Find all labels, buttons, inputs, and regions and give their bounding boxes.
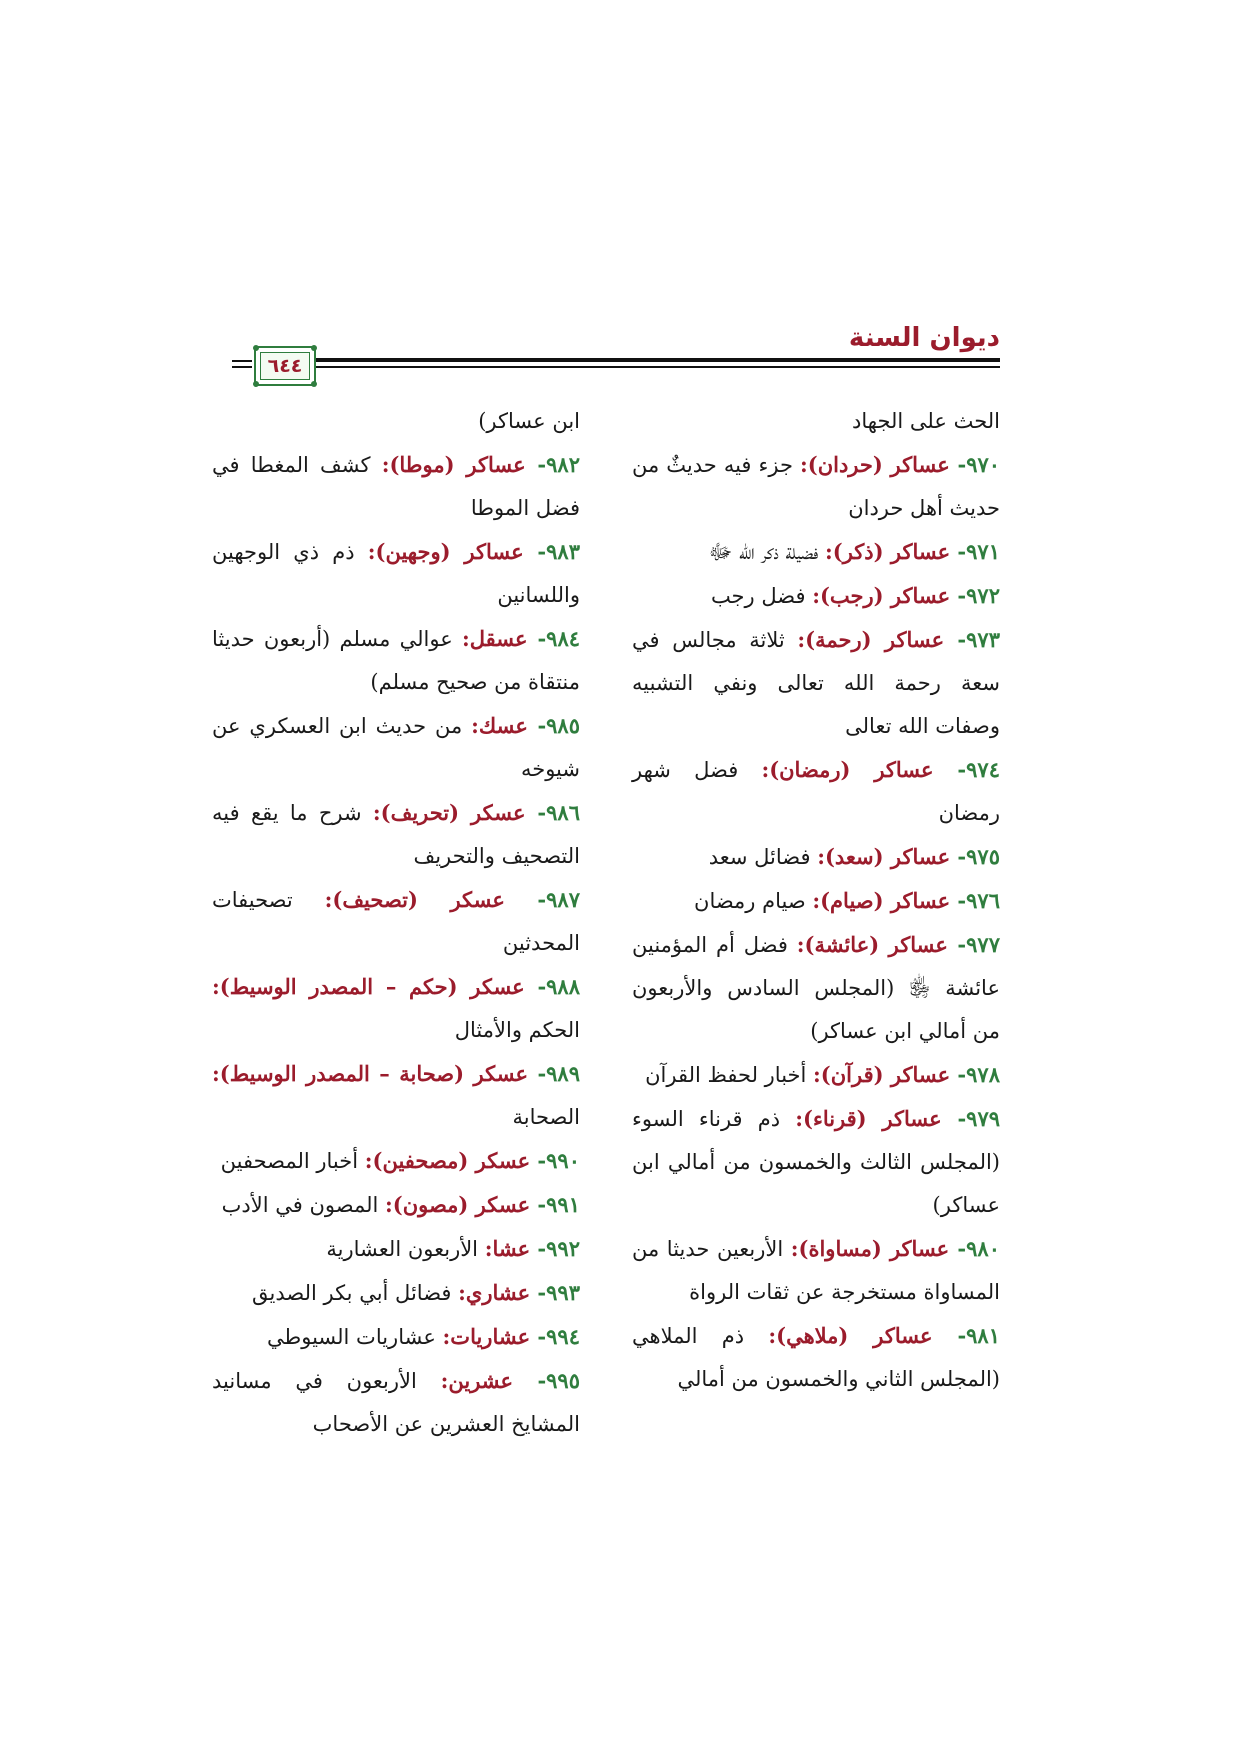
entry-abbreviation: عشرين: bbox=[440, 1368, 514, 1393]
entry-title: صيام رمضان bbox=[694, 889, 813, 913]
bibliography-entry bbox=[212, 1271, 580, 1315]
entry-abbreviation: عسكر (حكم – المصدر الوسيط): bbox=[212, 974, 525, 999]
entry-title: فضل رجب bbox=[710, 584, 813, 608]
entry-number: ٩٩٠- bbox=[530, 1148, 580, 1173]
bibliography-entry bbox=[212, 1183, 580, 1227]
entry-number: ٩٧٦- bbox=[950, 888, 1000, 913]
bibliography-entry bbox=[632, 1097, 1000, 1227]
entry-title: ذم الملاهي (المجلس الثاني والخمسون من أمالي bbox=[632, 1324, 1000, 1391]
entry-abbreviation: عساكر (ذكر): bbox=[825, 539, 951, 564]
entry-number: ٩٨١- bbox=[932, 1323, 1000, 1348]
entry-title: المصون في الأدب bbox=[221, 1193, 385, 1217]
entry-abbreviation: عساكر (رجب): bbox=[812, 583, 951, 608]
entry-abbreviation: عساكر (حردان): bbox=[800, 452, 950, 477]
bibliography-entry bbox=[632, 1314, 1000, 1401]
entry-title: أخبار لحفظ القرآن bbox=[645, 1063, 814, 1087]
entry-number: ٩٧٩- bbox=[941, 1106, 1001, 1131]
entry-title: من حديث ابن العسكري عن شيوخه bbox=[212, 714, 580, 781]
entry-title: ذم قرناء السوء (المجلس الثالث والخمسون من أمالي ابن عساكر) bbox=[632, 1107, 1000, 1217]
bibliography-entry bbox=[212, 1227, 580, 1271]
entry-number: ٩٩٢- bbox=[530, 1236, 580, 1261]
page-number-frame bbox=[254, 346, 316, 386]
bibliography-entry bbox=[212, 1315, 580, 1359]
entry-number: ٩٩٣- bbox=[530, 1280, 580, 1305]
entry-abbreviation: عساكر (وجهين): bbox=[367, 539, 524, 564]
entry-number: ٩٧٠- bbox=[949, 452, 1001, 477]
entry-number: ٩٨٤- bbox=[527, 626, 581, 651]
left-column bbox=[212, 400, 580, 1446]
bibliography-entry bbox=[212, 1052, 580, 1139]
entry-abbreviation: عساكر (عائشة): bbox=[796, 932, 948, 957]
bibliography-entry bbox=[212, 791, 580, 878]
entry-title: فضل شهر رمضان bbox=[632, 758, 1000, 825]
entry-title: الأربعون العشارية bbox=[326, 1237, 485, 1261]
entry-number: ٩٧٧- bbox=[947, 932, 1000, 957]
page-header bbox=[234, 318, 1000, 382]
entry-title: الحكم والأمثال bbox=[454, 1018, 580, 1042]
entry-abbreviation: عسكر (مصون): bbox=[385, 1192, 531, 1217]
bibliography-entry bbox=[212, 443, 580, 530]
entry-number: ٩٩٥- bbox=[513, 1368, 580, 1393]
entry-abbreviation: عساكر (قرناء): bbox=[795, 1106, 942, 1131]
right-column bbox=[632, 400, 1000, 1401]
bibliography-entry bbox=[212, 965, 580, 1052]
entry-abbreviation: عسكر (صحابة – المصدر الوسيط): bbox=[212, 1061, 528, 1086]
bibliography-entry bbox=[632, 574, 1000, 618]
bibliography-entry bbox=[632, 879, 1000, 923]
entry-number: ٩٨٢- bbox=[525, 452, 580, 477]
entry-number: ٩٨٧- bbox=[504, 887, 580, 912]
entry-abbreviation: عسكر (مصحفين): bbox=[364, 1148, 531, 1173]
entry-number: ٩٨٥- bbox=[527, 713, 580, 738]
bibliography-entry bbox=[632, 443, 1000, 530]
page-number: ٦٤٤ bbox=[260, 352, 310, 380]
entry-number: ٩٧٨- bbox=[950, 1062, 1000, 1087]
entry-abbreviation: عساكر (رمضان): bbox=[761, 757, 934, 782]
bibliography-entry bbox=[212, 704, 580, 791]
entry-number: ٩٨٠- bbox=[949, 1236, 1000, 1261]
entry-title: عشاريات السيوطي bbox=[267, 1325, 443, 1349]
entry-abbreviation: عسك: bbox=[471, 713, 528, 738]
entry-abbreviation: عشا: bbox=[484, 1236, 531, 1261]
entry-title: فضائل أبي بكر الصديق bbox=[251, 1281, 459, 1305]
entry-abbreviation: عساكر (موطا): bbox=[381, 452, 526, 477]
entry-number: ٩٧٣- bbox=[944, 627, 1000, 652]
entry-title: ثلاثة مجالس في سعة رحمة الله تعالى ونفي التشبيه وصفات الله تعالى bbox=[632, 628, 1000, 738]
entry-number: ٩٧٥- bbox=[950, 844, 1000, 869]
header-rule-thin bbox=[286, 366, 1000, 368]
entry-title: ابن عساكر) bbox=[478, 409, 580, 433]
bibliography-entry bbox=[632, 530, 1000, 574]
entry-abbreviation: عسقل: bbox=[462, 626, 528, 651]
frame-ornament-icon bbox=[253, 381, 259, 387]
entry-abbreviation: عسكر (تحريف): bbox=[372, 800, 526, 825]
frame-ornament-icon bbox=[311, 381, 317, 387]
header-rule-left-lower bbox=[232, 366, 252, 368]
bibliography-entry bbox=[632, 618, 1000, 748]
entry-abbreviation: عشاريات: bbox=[442, 1324, 531, 1349]
entry-number: ٩٩١- bbox=[530, 1192, 580, 1217]
frame-ornament-icon bbox=[253, 345, 259, 351]
entry-title: شرح ما يقع فيه التصحيف والتحريف bbox=[212, 801, 580, 868]
entry-title: الحث على الجهاد bbox=[852, 409, 1000, 433]
entry-number: ٩٧٢- bbox=[950, 583, 1000, 608]
bibliography-entry bbox=[212, 400, 580, 443]
bibliography-entry bbox=[632, 748, 1000, 835]
entry-title: الصحابة bbox=[512, 1105, 580, 1129]
header-rule-left-upper bbox=[232, 360, 252, 362]
bibliography-entry bbox=[212, 878, 580, 965]
entry-abbreviation: عساكر (رحمة): bbox=[797, 627, 945, 652]
bibliography-entry bbox=[632, 923, 1000, 1053]
entry-number: ٩٩٤- bbox=[530, 1324, 580, 1349]
entry-number: ٩٨٩- bbox=[527, 1061, 580, 1086]
entry-title: تصحيفات المحدثين bbox=[212, 888, 580, 955]
entry-number: ٩٨٣- bbox=[523, 539, 580, 564]
entry-number: ٩٨٦- bbox=[525, 800, 580, 825]
bibliography-entry bbox=[212, 617, 580, 704]
bibliography-entry bbox=[632, 835, 1000, 879]
bibliography-entry bbox=[212, 1139, 580, 1183]
entry-title: فضائل سعد bbox=[708, 845, 818, 869]
bibliography-entry bbox=[212, 530, 580, 617]
entry-title: الأربعون في مسانيد المشايخ العشرين عن الأصحاب bbox=[212, 1369, 580, 1436]
book-title: ديوان السنة bbox=[848, 323, 1000, 353]
entry-title: الأربعين حديثا من المساواة مستخرجة عن ثقات الرواة bbox=[632, 1237, 1000, 1304]
entry-abbreviation: عساكر (قرآن): bbox=[813, 1062, 951, 1087]
entry-abbreviation: عساكر (مساواة): bbox=[790, 1236, 950, 1261]
entry-title: ذم ذي الوجهين واللسانين bbox=[212, 540, 580, 607]
entry-title: فضل أم المؤمنين عائشة ﵂ (المجلس السادس والأربعون من أمالي ابن عساكر) bbox=[632, 933, 1000, 1043]
entry-number: ٩٨٨- bbox=[524, 974, 580, 999]
entry-abbreviation: عساكر (ملاهي): bbox=[768, 1323, 933, 1348]
bibliography-entry bbox=[632, 1227, 1000, 1314]
entry-title: عوالي مسلم (أربعون حديثا منتقاة من صحيح مسلم) bbox=[212, 627, 580, 694]
entry-abbreviation: عساكر (سعد): bbox=[817, 844, 951, 869]
entry-abbreviation: عساكر (صيام): bbox=[812, 888, 951, 913]
entry-title: أخبار المصحفين bbox=[220, 1149, 365, 1173]
entry-number: ٩٧٤- bbox=[933, 757, 1000, 782]
entry-number: ٩٧١- bbox=[950, 539, 1000, 564]
header-rule-thick bbox=[286, 358, 1000, 362]
frame-ornament-icon bbox=[311, 345, 317, 351]
bibliography-entry bbox=[632, 400, 1000, 443]
entry-abbreviation: عسكر (تصحيف): bbox=[324, 887, 505, 912]
entry-title: فضيلة ذكر الله ﷻ bbox=[708, 540, 825, 564]
entry-abbreviation: عشاري: bbox=[458, 1280, 531, 1305]
bibliography-entry bbox=[212, 1359, 580, 1446]
entry-title: جزء فيه حديثٌ من حديث أهل حردان bbox=[632, 453, 1000, 520]
bibliography-entry bbox=[632, 1053, 1000, 1097]
entry-title: كشف المغطا في فضل الموطا bbox=[212, 453, 580, 520]
